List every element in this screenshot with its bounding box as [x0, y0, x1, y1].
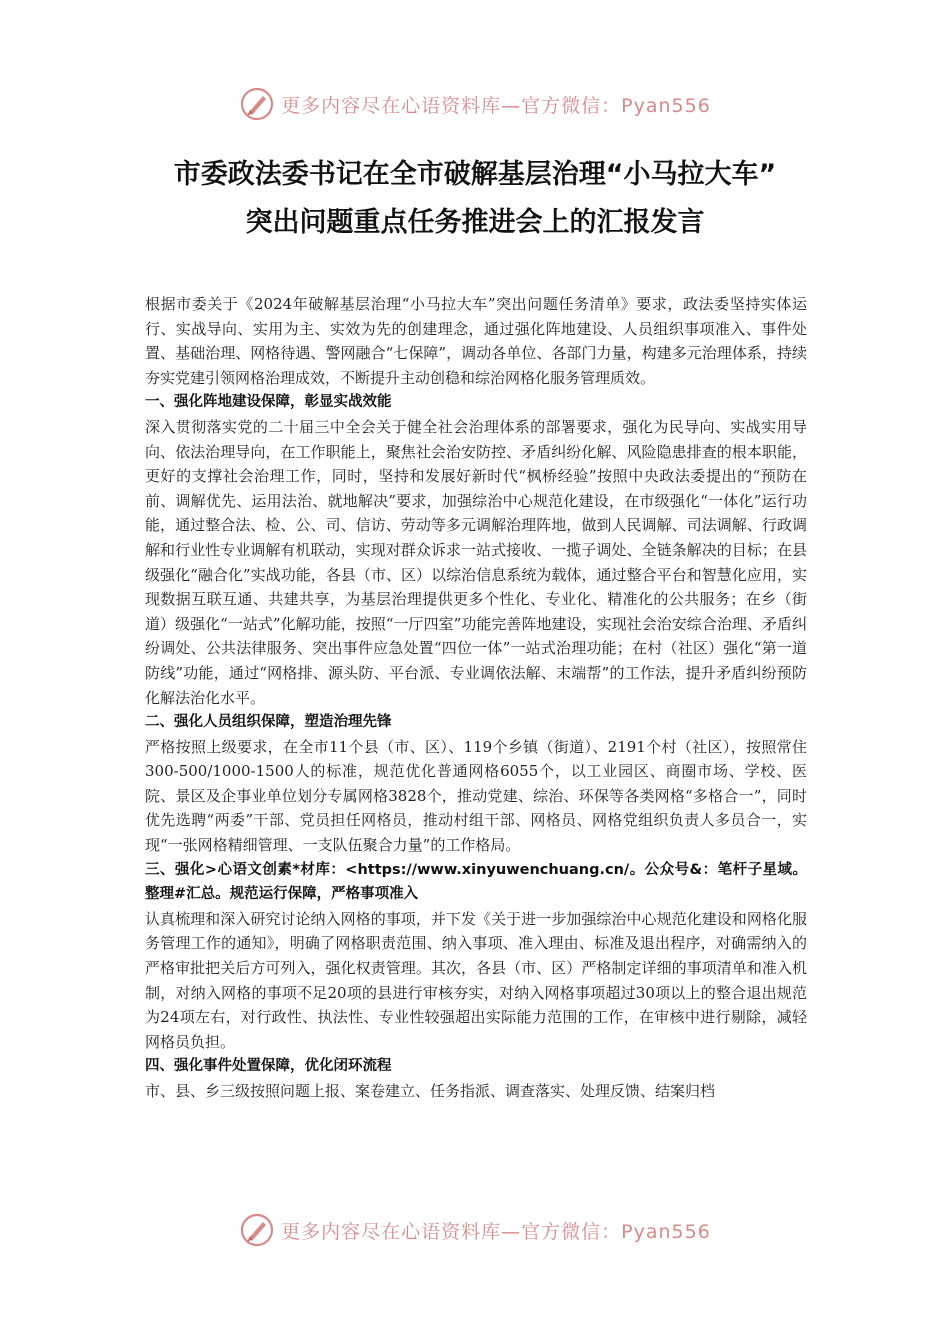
section-heading-4: 四、强化事件处置保障，优化闭环流程	[145, 1058, 392, 1075]
section-heading-3: 三、强化>心语文创素*材库：<https://www.xinyuwenchuang.cn/。公众号&：笔杆子星域。整理#汇总。规范运行保障，严格事项准入	[145, 861, 807, 903]
section-heading-2: 二、强化人员组织保障，塑造治理先锋	[145, 714, 392, 731]
watermark-footer	[0, 1210, 950, 1250]
watermark-header	[0, 84, 950, 124]
watermark-text: 更多内容尽在心语资料库—官方微信：Pyan556	[281, 94, 711, 117]
document-title-line-2: 突出问题重点任务推进会上的汇报发言	[245, 207, 705, 238]
brush-pen-logo-icon	[239, 86, 275, 122]
document-body	[145, 292, 807, 1104]
section-paragraph-1: 深入贯彻落实党的二十届三中全会关于健全社会治理体系的部署要求，强化为民导向、实战实用导向、依法治理导向，在工作职能上，聚焦社会治安防控、矛盾纠纷化解、风险隐患排查的根本职能，更好的支撑社会治理工作，同时，坚持和发展好新时代“枫桥经验”按照中央政法委提出的“预防在前、调解优先、运用法治、就地解决”要求，加强综治中心规范化建设，在市级强化“一体化”运行功能，通过整合法、检、公、司、信访、劳动等多元调解治理阵地，做到人民调解、司法调解、行政调解和行业性专业调解有机联动，实现对群众诉求一站式接收、一揽子调处、全链条解决的目标；在县级强化“融合化”实战功能，各县（市、区）以综治信息系统为载体，通过整合平台和智慧化应用，实现数据互联互通、共建共享，为基层治理提供更多个性化、专业化、精准化的公共服务；在乡（街道）级强化“一站式”化解功能，按照“一厅四室”功能完善阵地建设，实现社会治安综合治理、矛盾纠纷调处、公共法律服务、突出事件应急处置“四位一体”一站式治理功能；在村（社区）强化“第一道防线”功能，通过“网格排、源头防、平台派、专业调依法解、末端帮”的工作法，提升矛盾纠纷预防化解法治化水平。	[145, 417, 807, 707]
document-title-line-1: 市委政法委书记在全市破解基层治理“小马拉大车”	[173, 159, 777, 190]
intro-paragraph: 根据市委关于《2024年破解基层治理“小马拉大车”突出问题任务清单》要求，政法委坚持实体运行、实战导向、实用为主、实效为先的创建理念，通过强化阵地建设、人员组织事项准入、事件处置、基础治理、网格待遇、警网融合“七保障”，调动各单位、各部门力量，构建多元治理体系，持续夯实党建引领网格治理成效，不断提升主动创稳和综治网格化服务管理质效。	[145, 295, 807, 387]
watermark-text: 更多内容尽在心语资料库—官方微信：Pyan556	[281, 1220, 711, 1243]
section-paragraph-2: 严格按照上级要求，在全市11个县（市、区）、119个乡镇（街道）、2191个村（社区），按照常住300-500/1000-1500人的标准，规范优化普通网格6055个，以工业园区、商圈市场、学校、医院、景区及企事业单位划分专属网格3828个，推动党建、综治、环保等各类网格“多格合一”，同时优先选聘“两委”干部、党员担任网格员，推动村组干部、网格员、网格党组织负责人多员合一，实现“一张网格精细管理、一支队伍聚合力量”的工作格局。	[145, 737, 807, 855]
section-heading-1: 一、强化阵地建设保障，彰显实战效能	[145, 394, 392, 411]
section-paragraph-3: 认真梳理和深入研究讨论纳入网格的事项，并下发《关于进一步加强综治中心规范化建设和网格化服务管理工作的通知》，明确了网格职责范围、纳入事项、准入理由、标准及退出程序，对确需纳入的严格审批把关后方可列入，强化权责管理。其次，各县（市、区）严格制定详细的事项清单和准入机制，对纳入网格的事项不足20项的县进行审核夯实，对纳入网格事项超过30项以上的整合退出规范为24项左右，对行政性、执法性、专业性较强超出实际能力范围的工作，在审核中进行剔除，减轻网格员负担。	[145, 909, 807, 1051]
section-paragraph-4: 市、县、乡三级按照问题上报、案卷建立、任务指派、调查落实、处理反馈、结案归档	[145, 1082, 716, 1100]
brush-pen-logo-icon	[239, 1212, 275, 1248]
